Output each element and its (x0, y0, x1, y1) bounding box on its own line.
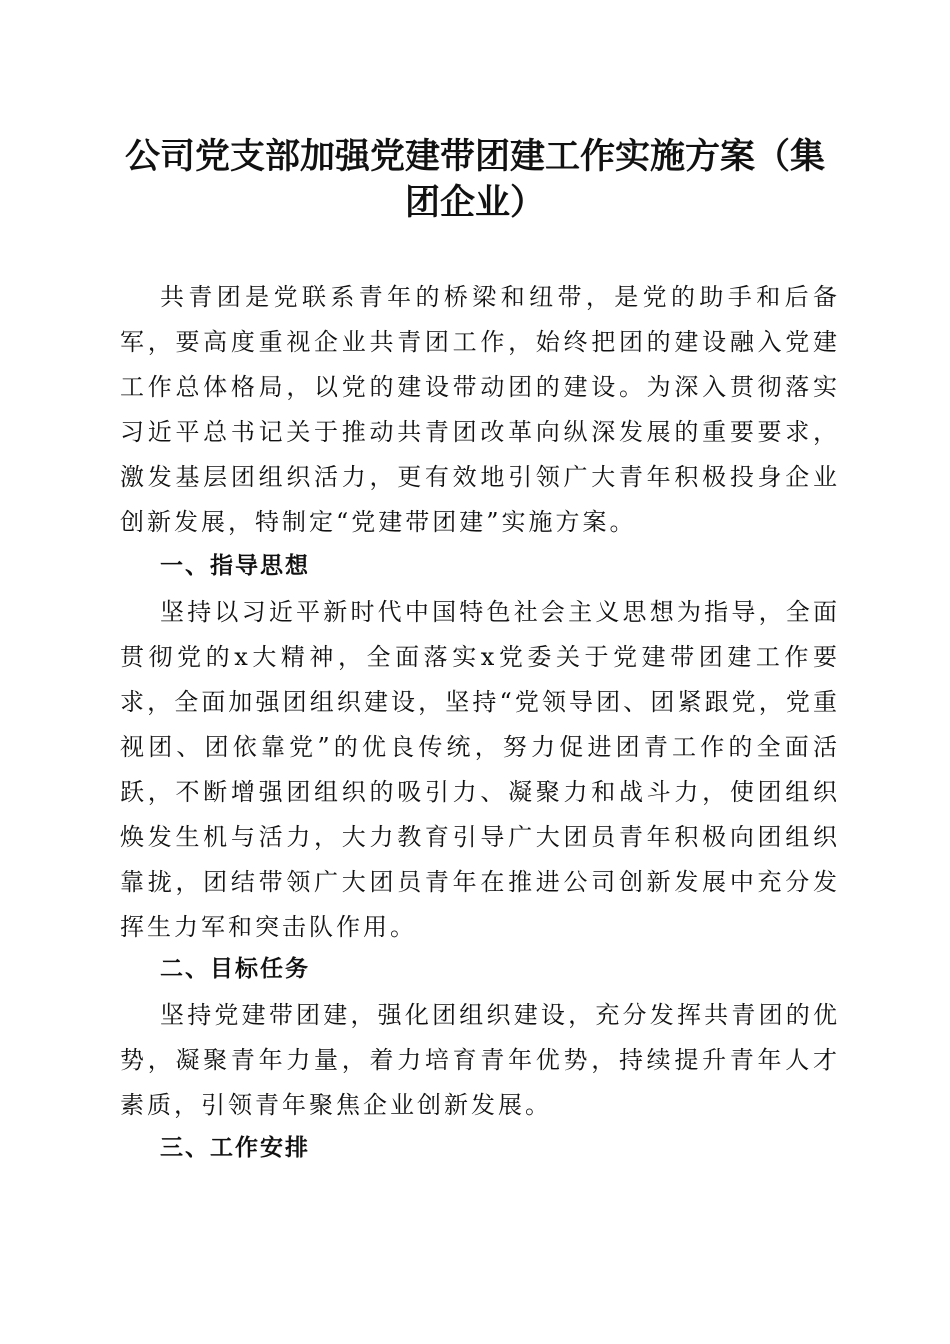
section-heading-work-arrangement: 三、工作安排 (160, 1135, 310, 1161)
section-heading-goals-tasks: 二、目标任务 (160, 956, 310, 982)
intro-paragraph: 共青团是党联系青年的桥梁和纽带，是党的助手和后备军，要高度重视企业共青团工作，始终把团的建设融入党建工作总体格局，以党的建设带动团的建设。为深入贯彻落实习近平总书记关于推动共青团改革向纵深发展的重要要求，激发基层团组织活力，更有效地引领广大青年积极投身企业创新发展，特制定“党建带团建”实施方案。 (120, 283, 840, 536)
section-paragraph-guiding-ideology: 坚持以习近平新时代中国特色社会主义思想为指导，全面贯彻党的x大精神，全面落实x党委关于党建带团建工作要求，全面加强团组织建设，坚持“党领导团、团紧跟党，党重视团、团依靠党”的优良传统，努力促进团青工作的全面活跃，不断增强团组织的吸引力、凝聚力和战斗力，使团组织焕发生机与活力，大力教育引导广大团员青年积极向团组织靠拢，团结带领广大团员青年在推进公司创新发展中充分发挥生力军和突击队作用。 (120, 598, 840, 941)
section-paragraph-goals-tasks: 坚持党建带团建，强化团组织建设，充分发挥共青团的优势，凝聚青年力量，着力培育青年优势，持续提升青年人才素质，引领青年聚焦企业创新发展。 (120, 1001, 840, 1119)
document-title: 公司党支部加强党建带团建工作实施方案（集团企业） (124, 136, 825, 223)
section-heading-guiding-ideology: 一、指导思想 (160, 553, 310, 579)
